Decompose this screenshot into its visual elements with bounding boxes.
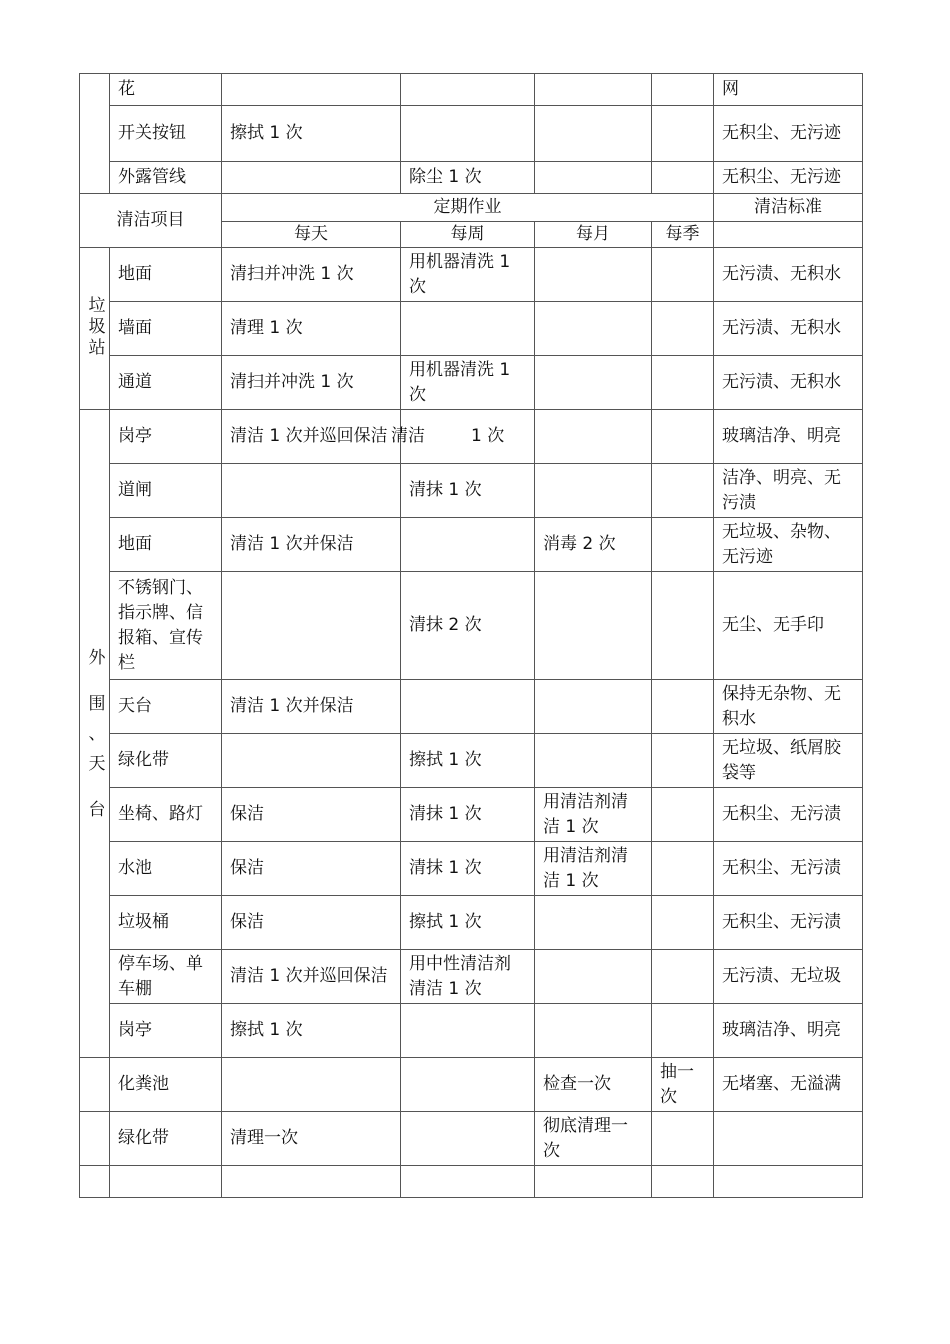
group-char: 站 bbox=[88, 338, 106, 358]
monthly-cell bbox=[535, 356, 652, 410]
quarterly-cell bbox=[652, 302, 714, 356]
monthly-cell: 检查一次 bbox=[535, 1058, 652, 1112]
group-char: 台 bbox=[88, 799, 106, 820]
item-cell: 垃圾桶 bbox=[110, 896, 222, 950]
daily-cell: 清扫并冲洗 1 次 bbox=[222, 248, 401, 302]
item-cell: 绿化带 bbox=[110, 734, 222, 788]
monthly-cell bbox=[535, 572, 652, 680]
weekly-cell bbox=[391, 410, 535, 464]
group-char: 、 bbox=[88, 723, 106, 744]
standard-cell: 无堵塞、无溢满 bbox=[714, 1058, 863, 1112]
group-char: 垃 bbox=[88, 296, 106, 316]
item-cell: 地面 bbox=[110, 248, 222, 302]
quarterly-cell bbox=[652, 1004, 714, 1058]
daily-cell: 清洁 1 次并保洁 bbox=[222, 518, 401, 572]
daily-cell: 清洁 1 次并保洁 bbox=[222, 680, 401, 734]
monthly-cell: 用清洁剂清洁 1 次 bbox=[535, 788, 652, 842]
table-row bbox=[80, 106, 863, 162]
empty-cell bbox=[401, 1166, 535, 1198]
weekly-cell: 用机器清洗 1 次 bbox=[401, 248, 535, 302]
item-cell: 开关按钮 bbox=[110, 106, 222, 162]
weekly-text-a: 清洁 bbox=[391, 426, 425, 446]
standard-cell: 无积尘、无污迹 bbox=[714, 106, 863, 162]
monthly-cell bbox=[535, 896, 652, 950]
group-char: 围 bbox=[88, 693, 106, 714]
quarterly-cell bbox=[652, 1112, 714, 1166]
quarterly-cell bbox=[652, 410, 714, 464]
item-cell: 外露管线 bbox=[110, 162, 222, 194]
item-cell: 墙面 bbox=[110, 302, 222, 356]
item-cell: 通道 bbox=[110, 356, 222, 410]
header-periodic: 定期作业 bbox=[222, 194, 714, 222]
quarterly-cell bbox=[652, 572, 714, 680]
quarterly-cell bbox=[652, 842, 714, 896]
standard-cell: 网 bbox=[714, 74, 863, 106]
item-cell: 停车场、单车棚 bbox=[110, 950, 222, 1004]
item-cell: 天台 bbox=[110, 680, 222, 734]
group-char: 圾 bbox=[88, 317, 106, 337]
group-cell-empty bbox=[80, 1112, 110, 1166]
header-row bbox=[80, 194, 863, 222]
quarterly-cell bbox=[652, 680, 714, 734]
empty-cell bbox=[652, 1166, 714, 1198]
standard-cell: 无积尘、无污迹 bbox=[714, 162, 863, 194]
daily-cell bbox=[222, 1058, 401, 1112]
monthly-cell bbox=[535, 302, 652, 356]
table-row bbox=[80, 356, 863, 410]
monthly-cell: 消毒 2 次 bbox=[535, 518, 652, 572]
item-cell: 岗亭 bbox=[110, 1004, 222, 1058]
daily-cell: 清理 1 次 bbox=[222, 302, 401, 356]
monthly-cell bbox=[535, 410, 652, 464]
table-row bbox=[80, 162, 863, 194]
header-standard: 清洁标准 bbox=[714, 194, 863, 222]
quarterly-cell bbox=[652, 896, 714, 950]
item-cell: 坐椅、路灯 bbox=[110, 788, 222, 842]
standard-cell: 保持无杂物、无积水 bbox=[714, 680, 863, 734]
item-cell: 地面 bbox=[110, 518, 222, 572]
quarterly-cell bbox=[652, 74, 714, 106]
standard-cell bbox=[714, 1112, 863, 1166]
standard-cell: 无污渍、无积水 bbox=[714, 248, 863, 302]
table-row-empty bbox=[80, 1166, 863, 1198]
item-cell: 化粪池 bbox=[110, 1058, 222, 1112]
weekly-cell: 清抹 1 次 bbox=[401, 842, 535, 896]
quarterly-cell bbox=[652, 734, 714, 788]
header-monthly: 每月 bbox=[535, 222, 652, 248]
daily-cell bbox=[222, 162, 401, 194]
weekly-cell: 用中性清洁剂清洁 1 次 bbox=[401, 950, 535, 1004]
weekly-cell: 擦拭 1 次 bbox=[401, 896, 535, 950]
quarterly-cell bbox=[652, 788, 714, 842]
item-cell: 绿化带 bbox=[110, 1112, 222, 1166]
empty-cell bbox=[222, 1166, 401, 1198]
empty-cell bbox=[110, 1166, 222, 1198]
daily-cell: 擦拭 1 次 bbox=[222, 1004, 401, 1058]
daily-cell bbox=[222, 74, 401, 106]
weekly-cell bbox=[401, 1112, 535, 1166]
monthly-cell: 彻底清理一次 bbox=[535, 1112, 652, 1166]
header-item: 清洁项目 bbox=[80, 194, 222, 248]
weekly-cell: 清抹 1 次 bbox=[401, 788, 535, 842]
empty-cell bbox=[714, 1166, 863, 1198]
weekly-cell bbox=[401, 680, 535, 734]
quarterly-cell bbox=[652, 518, 714, 572]
standard-cell: 无垃圾、纸屑胶袋等 bbox=[714, 734, 863, 788]
daily-cell: 清扫并冲洗 1 次 bbox=[222, 356, 401, 410]
table-row bbox=[80, 464, 863, 518]
item-cell: 不锈钢门、指示牌、信报箱、宣传栏 bbox=[110, 572, 222, 680]
table-row bbox=[80, 572, 863, 680]
group-cell-empty bbox=[80, 74, 110, 194]
quarterly-cell bbox=[652, 248, 714, 302]
daily-cell bbox=[222, 734, 401, 788]
empty-cell bbox=[80, 1166, 110, 1198]
monthly-cell bbox=[535, 106, 652, 162]
standard-cell: 无垃圾、杂物、无污迹 bbox=[714, 518, 863, 572]
monthly-cell bbox=[535, 1004, 652, 1058]
standard-cell: 无积尘、无污渍 bbox=[714, 842, 863, 896]
group-char: 外 bbox=[88, 647, 106, 668]
group-char: 天 bbox=[88, 753, 106, 774]
weekly-cell bbox=[401, 518, 535, 572]
empty-cell bbox=[535, 1166, 652, 1198]
table-row bbox=[80, 518, 863, 572]
standard-cell: 无积尘、无污渍 bbox=[714, 788, 863, 842]
weekly-text-b: 1 次 bbox=[471, 426, 505, 446]
monthly-cell bbox=[535, 734, 652, 788]
table-row bbox=[80, 74, 863, 106]
daily-cell: 清理一次 bbox=[222, 1112, 401, 1166]
quarterly-cell: 抽一次 bbox=[652, 1058, 714, 1112]
standard-cell: 无污渍、无垃圾 bbox=[714, 950, 863, 1004]
header-weekly: 每周 bbox=[401, 222, 535, 248]
weekly-cell bbox=[401, 74, 535, 106]
monthly-cell bbox=[535, 162, 652, 194]
standard-cell: 无污渍、无积水 bbox=[714, 356, 863, 410]
monthly-cell: 用清洁剂清洁 1 次 bbox=[535, 842, 652, 896]
monthly-cell bbox=[535, 464, 652, 518]
weekly-cell: 用机器清洗 1 次 bbox=[401, 356, 535, 410]
item-cell: 岗亭 bbox=[110, 410, 222, 464]
quarterly-cell bbox=[652, 106, 714, 162]
group-garbage-station bbox=[80, 248, 110, 410]
table-row bbox=[80, 1004, 863, 1058]
monthly-cell bbox=[535, 950, 652, 1004]
monthly-cell bbox=[535, 680, 652, 734]
table-row bbox=[80, 680, 863, 734]
table-row bbox=[80, 410, 863, 464]
standard-cell: 无污渍、无积水 bbox=[714, 302, 863, 356]
daily-cell bbox=[222, 572, 401, 680]
daily-cell: 保洁 bbox=[222, 842, 401, 896]
weekly-cell bbox=[401, 1058, 535, 1112]
table-row bbox=[80, 248, 863, 302]
weekly-cell: 除尘 1 次 bbox=[401, 162, 535, 194]
quarterly-cell bbox=[652, 356, 714, 410]
table-row bbox=[80, 842, 863, 896]
header-quarterly: 每季 bbox=[652, 222, 714, 248]
item-cell: 水池 bbox=[110, 842, 222, 896]
cleaning-schedule-table bbox=[79, 73, 863, 1198]
standard-cell: 无积尘、无污渍 bbox=[714, 896, 863, 950]
daily-cell: 保洁 bbox=[222, 788, 401, 842]
quarterly-cell bbox=[652, 464, 714, 518]
weekly-cell bbox=[401, 302, 535, 356]
table-row bbox=[80, 302, 863, 356]
group-cell-empty bbox=[80, 1058, 110, 1112]
daily-cell: 清洁 1 次并巡回保洁 bbox=[222, 950, 401, 1004]
quarterly-cell bbox=[652, 950, 714, 1004]
header-standard-empty bbox=[714, 222, 863, 248]
weekly-cell: 清抹 2 次 bbox=[401, 572, 535, 680]
monthly-cell bbox=[535, 74, 652, 106]
weekly-cell bbox=[401, 106, 535, 162]
daily-cell: 清洁 1 次并巡回保洁 bbox=[222, 410, 401, 464]
item-cell: 道闸 bbox=[110, 464, 222, 518]
standard-cell: 洁净、明亮、无污渍 bbox=[714, 464, 863, 518]
standard-cell: 玻璃洁净、明亮 bbox=[714, 410, 863, 464]
table-row bbox=[80, 1058, 863, 1112]
standard-cell: 无尘、无手印 bbox=[714, 572, 863, 680]
table-row bbox=[80, 788, 863, 842]
table-row bbox=[80, 950, 863, 1004]
weekly-cell bbox=[401, 1004, 535, 1058]
standard-cell: 玻璃洁净、明亮 bbox=[714, 1004, 863, 1058]
daily-cell bbox=[222, 464, 401, 518]
weekly-cell: 擦拭 1 次 bbox=[401, 734, 535, 788]
daily-cell: 擦拭 1 次 bbox=[222, 106, 401, 162]
weekly-cell: 清抹 1 次 bbox=[401, 464, 535, 518]
header-daily: 每天 bbox=[222, 222, 401, 248]
quarterly-cell bbox=[652, 162, 714, 194]
monthly-cell bbox=[535, 248, 652, 302]
item-cell: 花 bbox=[110, 74, 222, 106]
table-row bbox=[80, 734, 863, 788]
table-row bbox=[80, 1112, 863, 1166]
daily-cell: 保洁 bbox=[222, 896, 401, 950]
group-outer-area bbox=[80, 410, 110, 1058]
table-row bbox=[80, 896, 863, 950]
